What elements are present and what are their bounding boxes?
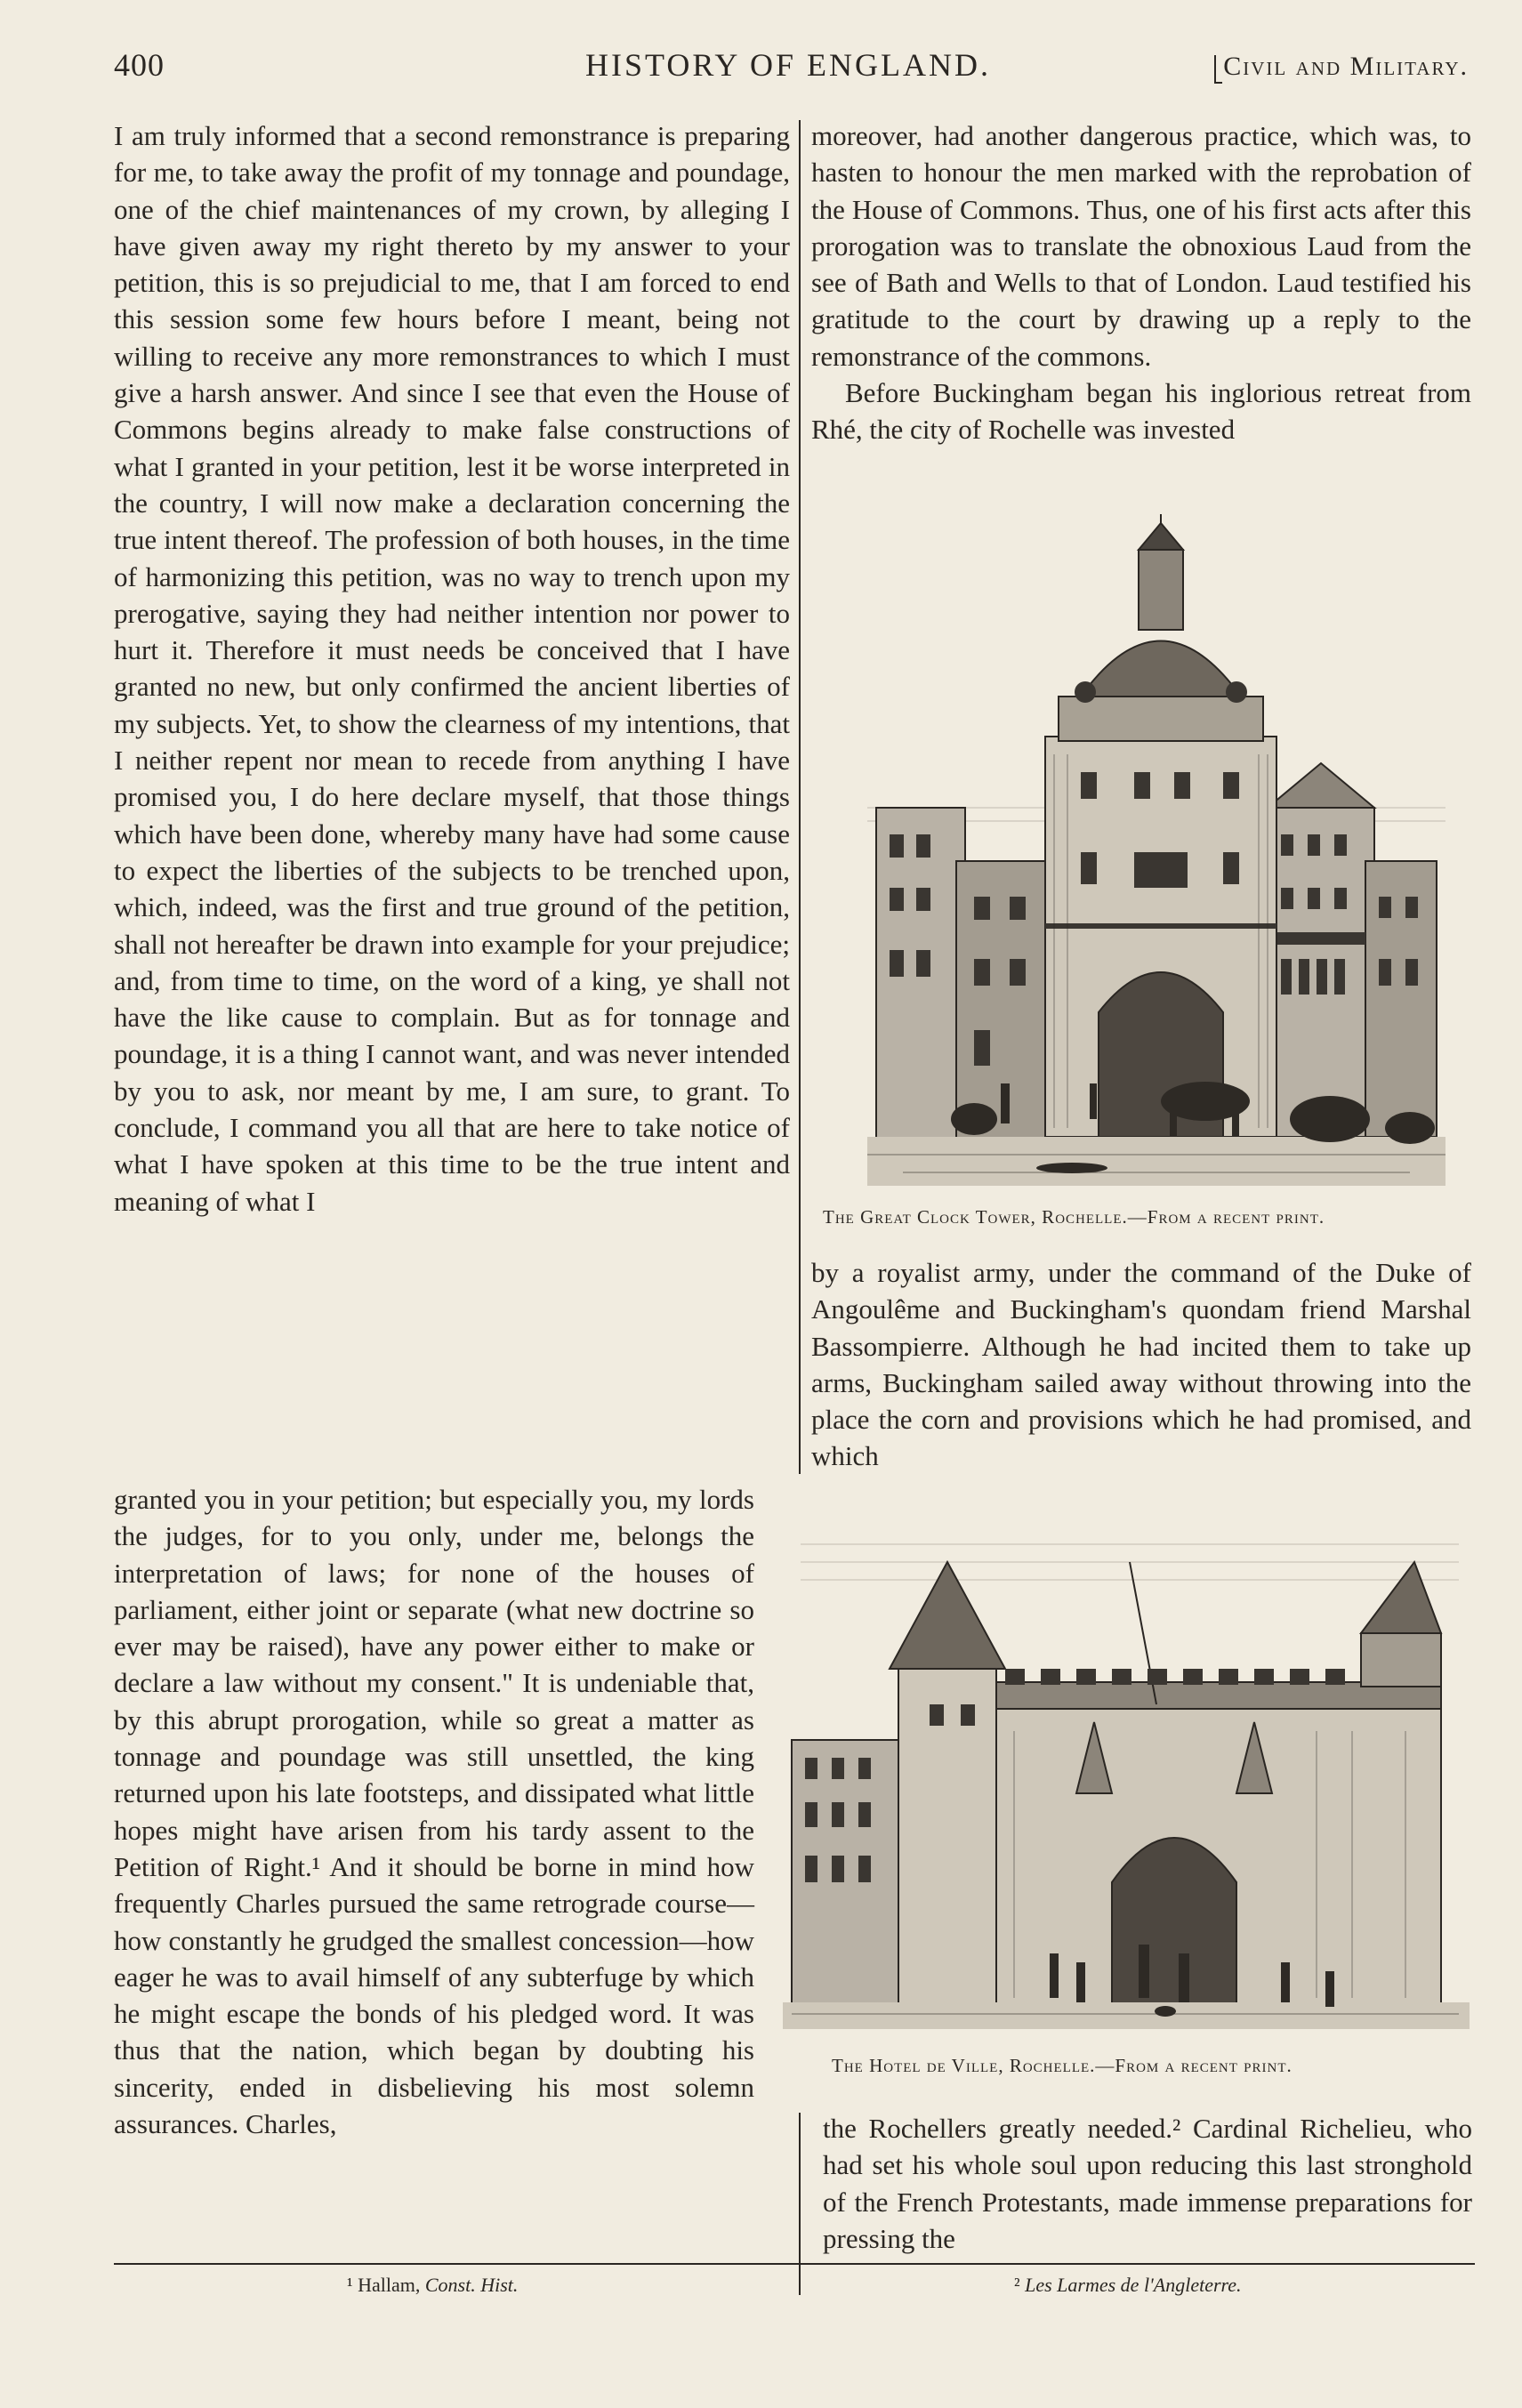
column-rule-lower <box>799 2113 801 2295</box>
footnote-left <box>347 2274 518 2297</box>
left-wrap-text: granted you in your petition; but especially you, my lords the judges, for to you only, under me, belongs the interpretation of laws; for none of the houses of parliament, either joint or separate (what new doctrine so ever may be raised), have any power either to make or declare a law without my consent." It is undeniable that, by this abrupt prorogation, while so great a matter as tonnage and poundage was still unsettled, the king returned upon his late footsteps, and dissipated what little hopes might have arisen from his tardy assent to the Petition of Right.¹ And it should be borne in mind how frequently Charles pursued the same retrograde course—how constantly he grudged the smallest concession—how eager he was to avail himself of any subterfuge by which he might escape the bonds of his pledged word. It was thus that the nation, which began by doubting his sincerity, ended in disbelieving his most solemn assurances. Charles, <box>114 1484 754 2140</box>
left-column <box>114 117 790 1220</box>
footnote-right-title: Les Larmes de l'Angleterre. <box>1025 2274 1242 2296</box>
footnote-left-mark: ¹ <box>347 2274 353 2296</box>
right-top-text: moreover, had another dangerous practice, which was, to hasten to honour the men marked with the reprobation of the House of Commons. Thus, one of his first acts after this prorogation was to translate the obnoxious Laud from the see of Bath and Wells to that of London. Laud testified his gratitude to the court by drawing up a reply to the remonstrance of the commons. <box>811 120 1471 372</box>
right-top-para2: Before Buckingham began his inglorious retreat from Rhé, the city of Rochelle was invested <box>811 377 1471 446</box>
clock-tower-illustration <box>867 514 1445 1190</box>
left-column-text: I am truly informed that a second remonstrance is preparing for me, to take away the profit of my tonnage and poundage, one of the chief maintenances of my crown, by alleging I have given away my right thereto by my answer to your petition, this is so prejudicial to me, that I am forced to end this session some few hours before I meant, being not willing to receive any more remonstrances to which I must give a harsh answer. And since I see that even the House of Commons begins already to make false constructions of what I granted in your petition, lest it be worse interpreted in the country, I will now make a declaration concerning the true intent thereof. The profession of both houses, in the time of harmonizing this petition, was no way to trench upon my prerogative, saying they had neither intention nor power to hurt it. Therefore it must needs be conceived that I have granted no new, but only confirmed the ancient liberties of my subjects. Yet, to show the clearness of my intentions, that I neither repent nor mean to recede from anything I have promised you, I do here declare myself, that those things which have been done, whereby many have had some cause to expect the liberties of the subjects to be trenched upon, which, indeed, was the first and true ground of the petition, shall not hereafter be drawn into example for your prejudice; and, from time to time, on the word of a king, ye shall not have the like cause to complain. But as for tonnage and poundage, it is a thing I cannot want, and was never intended by you to ask, nor meant by me, I am sure, to grant. To conclude, I command you all that are here to take notice of what I have spoken at this time to be the true intent and meaning of what I <box>114 120 790 1217</box>
right-mid-text: by a royalist army, under the command of the Duke of Angoulême and Buckingham's quondam friend Marshal Bassompierre. Although he had incited them to take up arms, Buckingham sailed away without throwing into the place the corn and provisions which he had promised, and which <box>811 1257 1471 1472</box>
footnote-left-title: Const. Hist. <box>424 2274 519 2296</box>
right-column-top <box>811 117 1471 448</box>
clock-tower-caption: The Great Clock Tower, Rochelle.—From a recent print. <box>823 1206 1325 1228</box>
hotel-de-ville-caption: The Hotel de Ville, Rochelle.—From a recent print. <box>832 2055 1292 2076</box>
left-wrap-column <box>114 1481 754 2142</box>
footnote-right-mark: ² <box>1014 2274 1020 2296</box>
page-header <box>114 46 1469 89</box>
clock-tower-engraving <box>867 514 1445 1190</box>
right-column-bottom <box>823 2110 1472 2257</box>
hotel-de-ville-engraving <box>783 1526 1470 2032</box>
right-bottom-text: the Rochellers greatly needed.² Cardinal Richelieu, who had set his whole soul upon reducing this last stronghold of the French Protestants, made immense preparations for pressing the <box>823 2113 1472 2254</box>
column-rule-upper <box>799 120 801 1474</box>
footnote-right <box>1014 2274 1242 2297</box>
section-label: Civil and Military. <box>1223 52 1469 81</box>
footnote-left-author: Hallam, <box>358 2274 421 2296</box>
hotel-de-ville-illustration <box>783 1526 1470 2032</box>
footnote-rule <box>114 2263 1475 2265</box>
right-column-mid <box>811 1254 1471 1475</box>
page-number: 400 <box>114 47 165 83</box>
running-title: HISTORY OF ENGLAND. <box>585 47 992 83</box>
